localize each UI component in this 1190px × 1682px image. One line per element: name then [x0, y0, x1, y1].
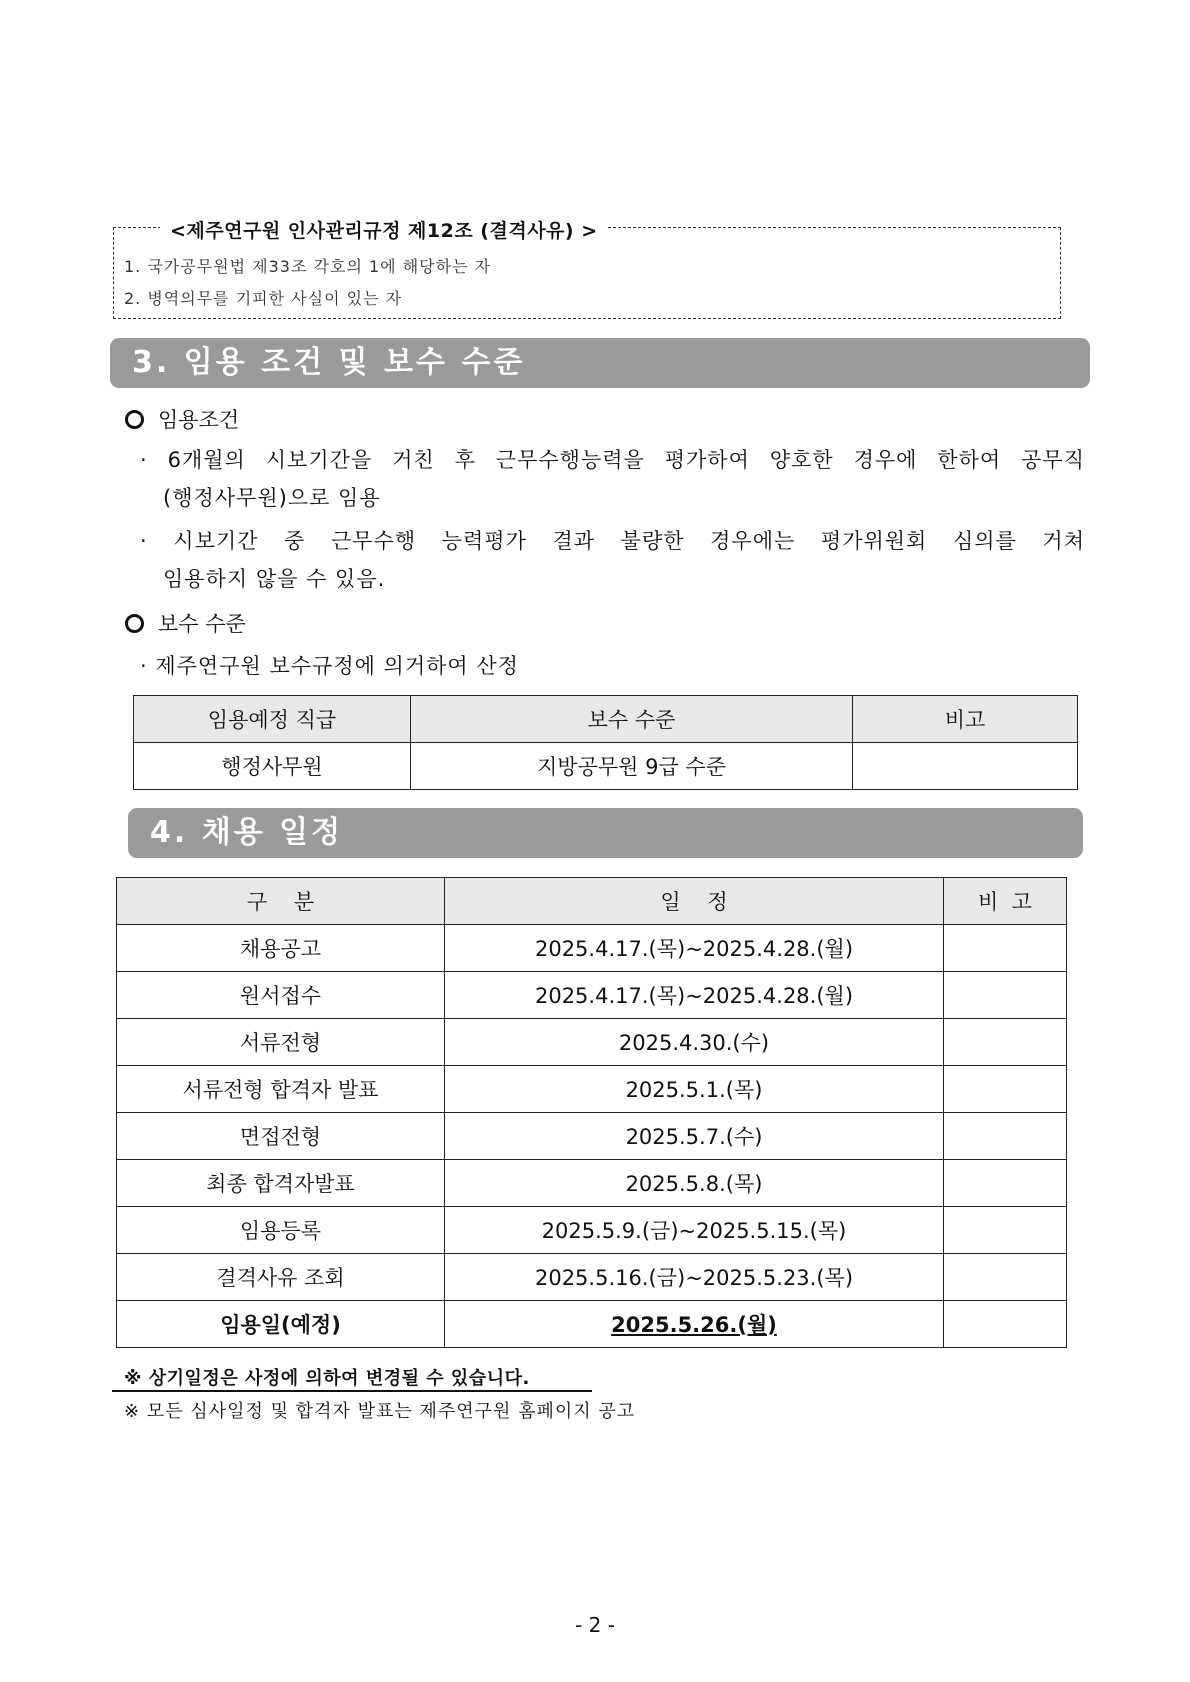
schedule-note [944, 1207, 1067, 1254]
appointment-bullet-2-line-1: · 시보기간 중 근무수행 능력평가 결과 불량한 경우에는 평가위원회 심의를 거쳐 [140, 529, 1085, 553]
schedule-item: 원서접수 [117, 972, 445, 1019]
regulation-item-2: 2. 병역의무를 기피한 사실이 있는 자 [124, 289, 403, 308]
table-row [117, 1019, 1067, 1066]
appointment-bullet-1-line-2: (행정사무원)으로 임용 [163, 486, 381, 510]
table-row [117, 925, 1067, 972]
pay-bullet: · 제주연구원 보수규정에 의거하여 산정 [140, 654, 519, 678]
schedule-note [944, 972, 1067, 1019]
schedule-item: 임용등록 [117, 1207, 445, 1254]
schedule-table-header-row [117, 878, 1067, 925]
schedule-date: 2025.4.17.(목)~2025.4.28.(월) [445, 925, 944, 972]
note-underline [112, 1390, 592, 1392]
schedule-item: 임용일(예정) [117, 1301, 445, 1348]
schedule-note [944, 1113, 1067, 1160]
schedule-note [944, 1019, 1067, 1066]
table-row [117, 972, 1067, 1019]
appointment-bullet-1-line-1: · 6개월의 시보기간을 거친 후 근무수행능력을 평가하여 양호한 경우에 한하여 공무직 [140, 448, 1085, 472]
pay-heading [125, 608, 246, 638]
schedule-date: 2025.5.16.(금)~2025.5.23.(목) [445, 1254, 944, 1301]
table-row [134, 743, 1078, 790]
section3-header: 3. 임용 조건 및 보수 수준 [110, 338, 1090, 388]
schedule-date: 2025.4.17.(목)~2025.4.28.(월) [445, 972, 944, 1019]
pay-table [133, 695, 1078, 790]
schedule-item: 최종 합격자발표 [117, 1160, 445, 1207]
section4-header: 4. 채용 일정 [128, 808, 1083, 858]
announcement-note: ※ 모든 심사일정 및 합격자 발표는 제주연구원 홈페이지 공고 [124, 1401, 636, 1422]
table-row [117, 1113, 1067, 1160]
appointment-heading [125, 404, 239, 434]
table-row [117, 1160, 1067, 1207]
schedule-item: 서류전형 합격자 발표 [117, 1066, 445, 1113]
pay-table-header: 보수 수준 [411, 696, 853, 743]
schedule-table-header: 일 정 [445, 878, 944, 925]
schedule-date: 2025.4.30.(수) [445, 1019, 944, 1066]
pay-heading-text: 보수 수준 [158, 612, 246, 636]
schedule-date: 2025.5.8.(목) [445, 1160, 944, 1207]
schedule-date: 2025.5.1.(목) [445, 1066, 944, 1113]
table-row [117, 1207, 1067, 1254]
schedule-date: 2025.5.26.(월) [445, 1301, 944, 1348]
schedule-item: 채용공고 [117, 925, 445, 972]
schedule-item: 서류전형 [117, 1019, 445, 1066]
schedule-table [116, 877, 1067, 1348]
pay-table-header: 비고 [853, 696, 1078, 743]
pay-table-cell: 지방공무원 9급 수준 [411, 743, 853, 790]
appointment-heading-text: 임용조건 [158, 408, 240, 432]
appointment-bullet-2-line-2: 임용하지 않을 수 있음. [163, 567, 386, 591]
schedule-note [944, 1254, 1067, 1301]
schedule-date: 2025.5.7.(수) [445, 1113, 944, 1160]
regulation-item-1: 1. 국가공무원법 제33조 각호의 1에 해당하는 자 [124, 257, 492, 276]
schedule-note [944, 925, 1067, 972]
schedule-note [944, 1160, 1067, 1207]
schedule-note [944, 1301, 1067, 1348]
pay-table-cell [853, 743, 1078, 790]
page-number: - 2 - [575, 1613, 615, 1637]
table-row [117, 1066, 1067, 1113]
pay-table-header-row [134, 696, 1078, 743]
schedule-item: 결격사유 조회 [117, 1254, 445, 1301]
circle-bullet-icon [125, 614, 144, 633]
schedule-item: 면접전형 [117, 1113, 445, 1160]
schedule-note [944, 1066, 1067, 1113]
pay-table-cell: 행정사무원 [134, 743, 411, 790]
schedule-change-note: ※ 상기일정은 사정에 의하여 변경될 수 있습니다. [124, 1368, 530, 1389]
table-row [117, 1301, 1067, 1348]
schedule-table-header: 비 고 [944, 878, 1067, 925]
circle-bullet-icon [125, 410, 144, 429]
schedule-date: 2025.5.9.(금)~2025.5.15.(목) [445, 1207, 944, 1254]
schedule-table-header: 구 분 [117, 878, 445, 925]
regulation-title: <제주연구원 인사관리규정 제12조 (결격사유) > [160, 216, 608, 243]
pay-table-header: 임용예정 직급 [134, 696, 411, 743]
table-row [117, 1254, 1067, 1301]
